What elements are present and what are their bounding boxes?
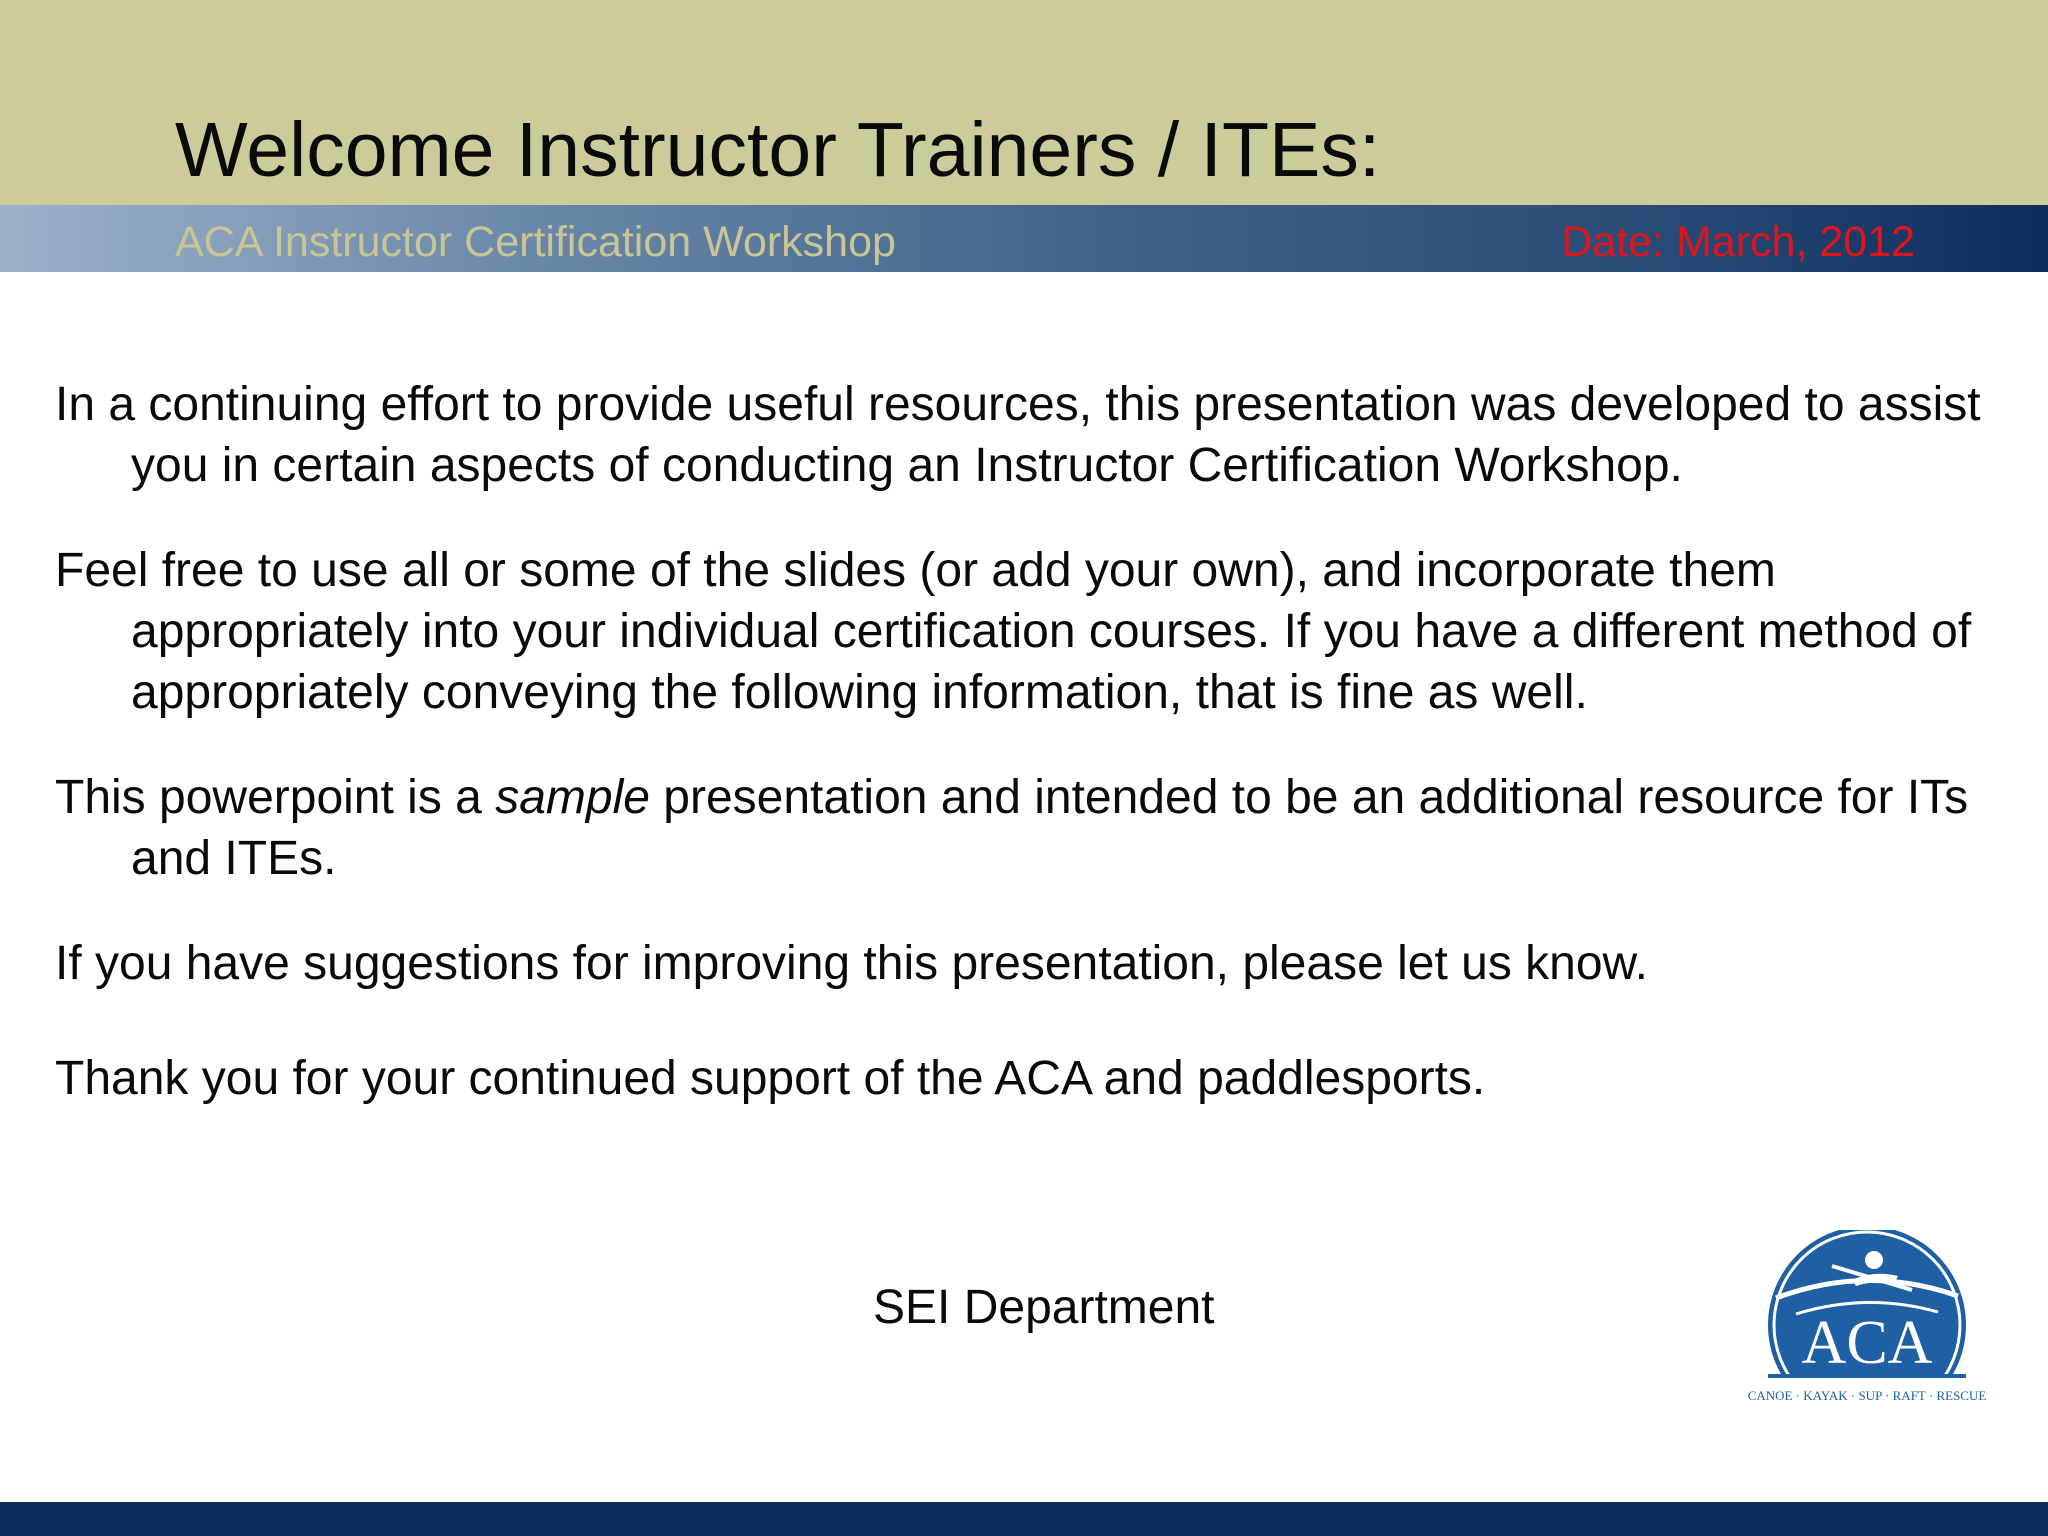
logo-name: ACA — [1801, 1309, 1933, 1377]
paragraph-sample-emphasis: sample — [495, 771, 650, 824]
paragraph-sample-after: presentation and intended to be an additional resource for ITs and ITEs. — [131, 771, 1969, 885]
paragraph-sample-before: This powerpoint is a — [55, 771, 496, 824]
paragraph-suggestions: If you have suggestions for improving this presentation, please let us know. — [55, 937, 1648, 990]
paragraph-usage: Feel free to use all or some of the slides (or add your own), and incorporate them appropriately into your individual certification courses. If you have a different method of appropriately conveying the following information, that is fine as well. — [55, 544, 1972, 719]
slide-title: Welcome Instructor Trainers / ITEs: — [175, 107, 1381, 193]
bottom-band — [0, 1502, 2048, 1536]
paragraph-sample — [55, 767, 1990, 889]
aca-logo — [1747, 1230, 1987, 1420]
logo-tagline: CANOE · KAYAK · SUP · RAFT · RESCUE — [1747, 1388, 1987, 1403]
paragraph-resources: In a continuing effort to provide useful resources, this presentation was developed to assist you in certain aspects of conducting an Instructor Certification Workshop. — [55, 378, 1981, 492]
slide-body — [55, 374, 1990, 1153]
presentation-date: Date: March, 2012 — [1561, 218, 1915, 266]
paragraph-thanks: Thank you for your continued support of the ACA and paddlesports. — [55, 1052, 1486, 1105]
workshop-subtitle: ACA Instructor Certification Workshop — [175, 218, 896, 266]
signature: SEI Department — [873, 1281, 1215, 1334]
